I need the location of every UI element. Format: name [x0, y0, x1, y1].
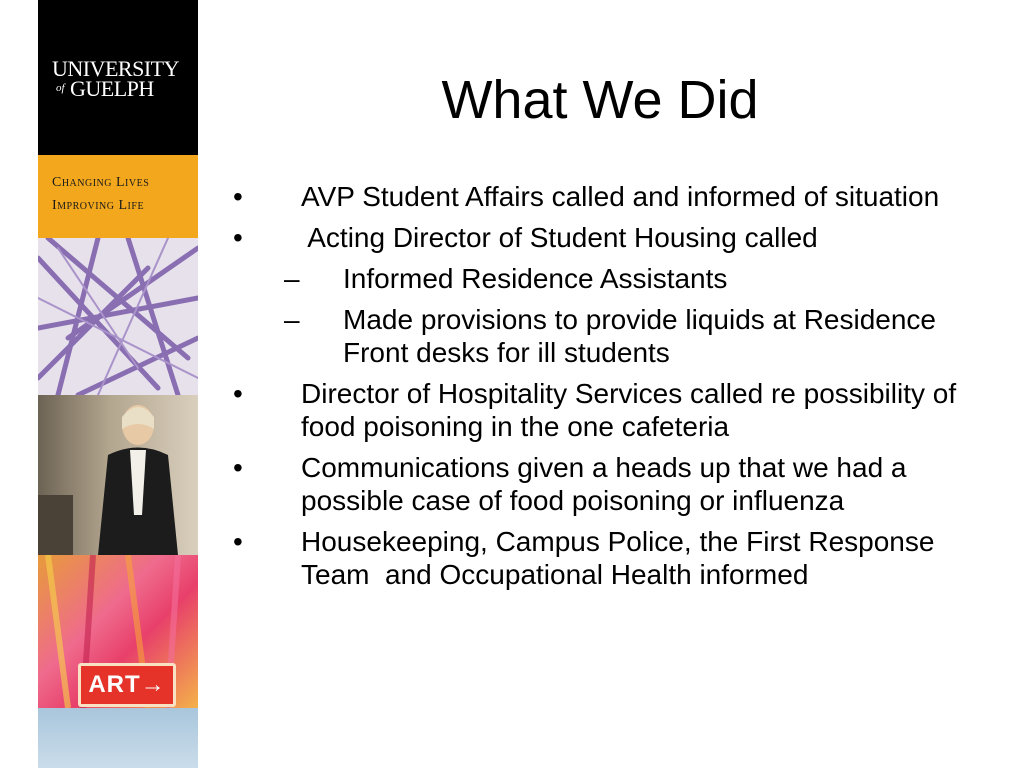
tagline-line2: Improving Life [52, 198, 145, 213]
university-logo [38, 0, 198, 155]
bullet-text: Acting Director of Student Housing called [301, 222, 818, 253]
sub-bullet-marker: – [284, 263, 300, 294]
bullet-marker: • [233, 526, 243, 557]
sub-bullet-marker: – [284, 304, 300, 335]
decorative-woman-photo [38, 395, 198, 555]
logo-of-text: of [56, 82, 65, 94]
decorative-blue-block [38, 708, 198, 768]
bullet-marker: • [233, 181, 243, 212]
purple-fibers-icon [38, 238, 198, 395]
art-sign: ART→ [78, 663, 176, 707]
slide-title: What We Did [441, 70, 759, 130]
bullet-marker: • [233, 378, 243, 409]
bullet-text: AVP Student Affairs called and informed of situation [301, 181, 940, 212]
logo-guelph-text: GUELPH [70, 76, 154, 101]
bullet-marker: • [233, 452, 243, 483]
slide-bullet-list [228, 180, 988, 591]
sub-bullet-text: Informed Residence Assistants [343, 263, 728, 294]
woman-portrait-icon [38, 395, 198, 555]
bullet-item [228, 525, 988, 591]
bullet-item [228, 451, 988, 517]
bullet-item [228, 221, 988, 254]
tagline-block [38, 155, 198, 238]
bullet-item [228, 377, 988, 443]
sub-bullet-text: Made provisions to provide liquids at Residence Front desks for ill students [343, 304, 936, 368]
decorative-art-photo [38, 555, 198, 708]
university-banner [38, 0, 198, 768]
sub-bullet-item [228, 303, 988, 369]
bullet-item [228, 180, 988, 213]
tagline-line1: Changing Lives [52, 175, 150, 190]
sub-bullet-item [228, 262, 988, 295]
logo-university-text: UNIVERSITY [52, 56, 179, 81]
bullet-text: Director of Hospitality Services called re possibility of food poisoning in the one cafeteria [301, 378, 957, 442]
bullet-text: Housekeeping, Campus Police, the First Response Team and Occupational Health informed [301, 526, 942, 590]
bullet-text: Communications given a heads up that we had a possible case of food poisoning or influenza [301, 452, 907, 516]
bullet-marker: • [233, 222, 243, 253]
decorative-purple-photo [38, 238, 198, 395]
